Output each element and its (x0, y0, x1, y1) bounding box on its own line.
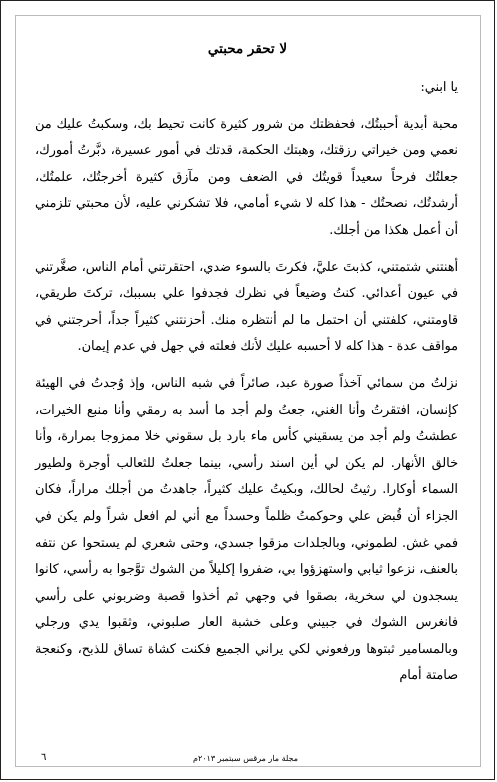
page-number: ٦ (41, 752, 47, 763)
paragraph-1: محبة أبدية أحببتُك، فحفظتك من شرور كثيرة كانت تحيط بك، وسكبتُ عليك من نعمي ومن خيراتي رزقتك، وهبتك الحكمة، قدتك في أمور عسيرة، دبَّرتُ أمورك، جعلتُك فرحاً سعيداً قويتُك في الضعف ومن مآزق كثيرة أخرجتُك، علمتُك، أرشدتُك، نصحتُك - هذا كله لا شيء أمامي، فلا تشكرني عليه، لأن محبتي تلزمني أن أعمل هكذا من أجلك. (35, 116, 458, 238)
journal-name: مجلة مار مرقس سبتمبر ٢٠١٣م (193, 754, 298, 763)
paragraph-2: أهنتني شتمتني، كذبتَ عليَّ، فكرتَ بالسوء ضدي، احتقرتني أمام الناس، صغَّرتني في عيون أعدائي. كنتُ وضيعاً في نظرك فجدفوا علي بسببك، تركتَ طريقي، قاومتني، كلفتني أن احتمل ما لم أنتظره منك. أحزنتني كثيراً جداً، أحرجتني في مواقف عدة - هذا كله لا أحسبه عليك لأنك فعلته في جهل في عدم إيمان. (35, 259, 458, 355)
article-body (35, 75, 458, 700)
article-title: لا تحقر محبتي (207, 41, 288, 57)
paragraph-3: نزلتُ من سمائي آخذاً صورة عبد، صائراً في شبه الناس، وإذ وُجدتُ في الهيئة كإنسان، افتقرتُ وأنا الغني، جعتُ ولم أجد ما أسد به رمقي وأنا منبع الخيرات، عطشتُ ولم أجد من يسقيني كأس ماء بارد بل سقوني خلا ممزوجا بمرارة، وأنا خالق الأنهار. لم يكن لي أين اسند رأسي، بينما جعلتُ للثعالب أوجرة ولطيور السماء أوكارا. رثيتُ لحالك، وبكيتُ عليك كثيراً، جاهدتُ من أجلك مراراً، فكان الجزاء أن قُبض علي وحوكمتُ ظلماً وحسداً مع أني لم افعل شراً ولم يكن في فمي غش. لطموني، وبالجلدات مزقوا جسدي، وحتى شعري لم يستحوا عن نتفه بالعنف، نزعوا ثيابي واستهزؤوا بي، ضفروا إكليلاً من الشوك توَّجوا به رأسي، كانوا يسجدون لي سخرية، بصقوا في وجهي ثم أخذوا قصبة وضربوني على رأسي فانغرس الشوك في جبيني وعلى خشبة العار صلبوني، وثقبوا يدي ورجلي وبالمسامير ثبتوها ورفعوني لكي يراني الجميع فكنت كشاة تساق للذبح، وكنعجة صامتة أمام (35, 375, 458, 684)
greeting: يا ابني: (420, 80, 458, 95)
